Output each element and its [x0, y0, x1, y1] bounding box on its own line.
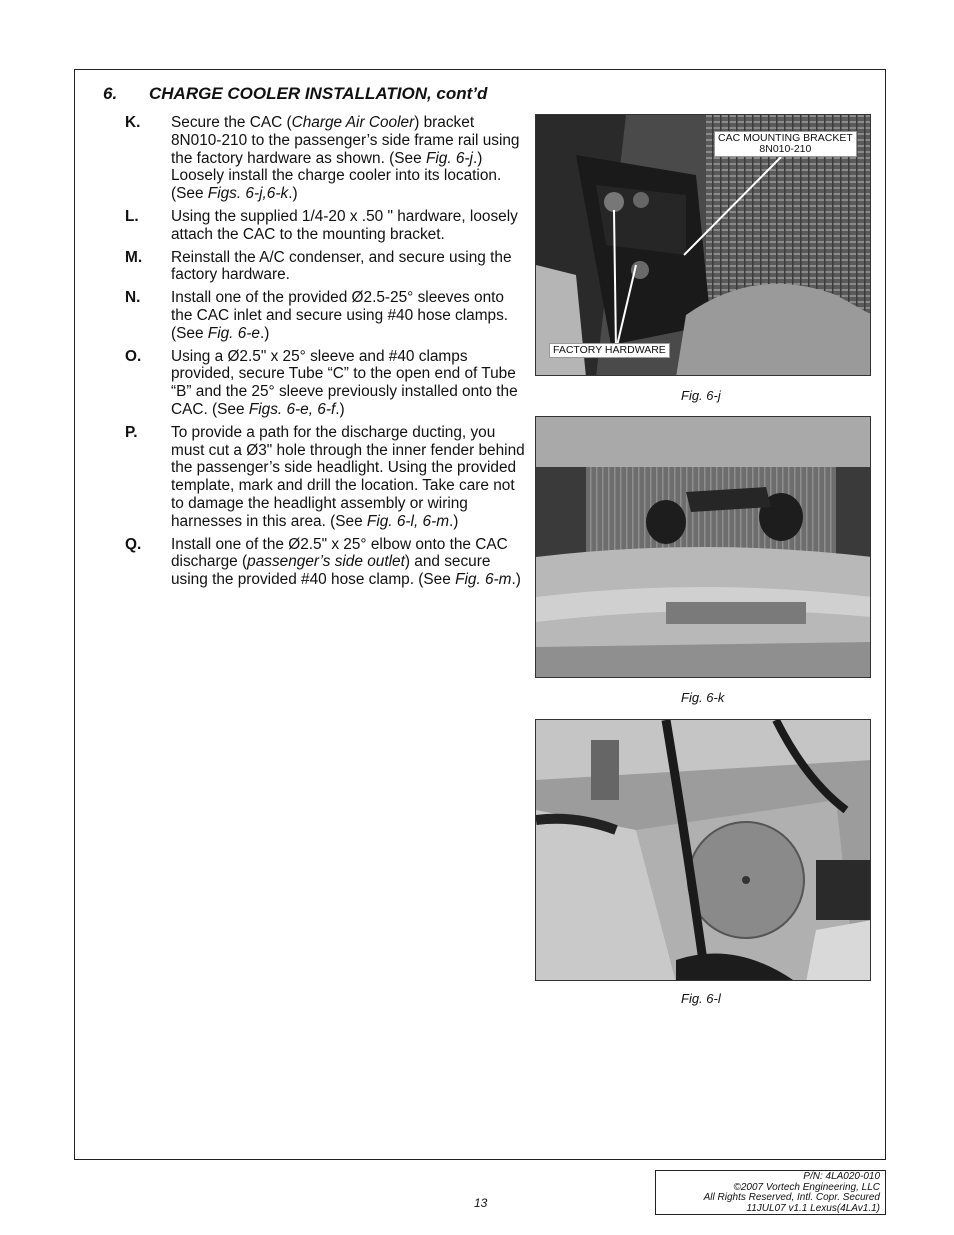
callout-hardware: FACTORY HARDWARE — [549, 343, 670, 358]
step-text: Install one of the provided Ø2.5-25° sleeves onto the CAC inlet and secure using #40 hose clamps. (See Fig. 6-e.) — [171, 289, 509, 342]
step-letter: K. — [125, 114, 141, 131]
step-letter: O. — [125, 347, 142, 365]
figure-caption: Fig. 6-l — [681, 991, 721, 1006]
step-o — [125, 348, 525, 419]
step-text: Secure the CAC (Charge Air Cooler) bracket 8N010-210 to the passenger’s side frame rail using the factory hardware as shown. (See Fig. 6-j.) Loosely install the charge cooler into its location. (See Figs. 6-j,6-k.) — [171, 114, 520, 203]
step-letter: M. — [125, 248, 143, 266]
step-p — [125, 424, 525, 531]
step-text: Reinstall the A/C condenser, and secure using the factory hardware. — [171, 248, 512, 284]
step-text: To provide a path for the discharge ducting, you must cut a Ø3" hole through the inner fender behind the passenger’s side headlight. Using the provided template, mark and drill the location. Take care not to damage the headlight assembly or wiring harnesses in this area. (See Fig. 6-l, 6-m.) — [171, 423, 525, 530]
page-number: 13 — [474, 1196, 488, 1210]
figure-caption: Fig. 6-j — [681, 388, 721, 403]
revision: 11JUL07 v1.1 Lexus(4LAv1.1) — [746, 1202, 880, 1214]
section-number: 6. — [103, 84, 118, 103]
step-text: Using a Ø2.5" x 25° sleeve and #40 clamps provided, secure Tube “C” to the open end of Tube “B” and the 25° sleeve previously installed onto the CAC. (See Figs. 6-e, 6-f.) — [171, 347, 518, 418]
callout-bracket: CAC MOUNTING BRACKET 8N010-210 — [714, 131, 857, 157]
section-heading — [103, 84, 487, 104]
step-text: Using the supplied 1/4-20 x .50 " hardware, loosely attach the CAC to the mounting bracket. — [171, 207, 518, 243]
instruction-steps — [125, 114, 525, 594]
step-text: Install one of the Ø2.5" x 25° elbow onto the CAC discharge (passenger’s side outlet) and secure using the provided #40 hose clamp. (See Fig. 6-m.) — [171, 535, 521, 589]
step-letter: L. — [125, 207, 139, 225]
section-title: CHARGE COOLER INSTALLATION, cont’d — [149, 84, 488, 103]
copyright: ©2007 Vortech Engineering, LLC — [733, 1181, 880, 1193]
step-n — [125, 289, 525, 342]
step-k — [125, 114, 525, 203]
rights: All Rights Reserved, Intl. Copr. Secured — [703, 1192, 880, 1203]
step-letter: Q. — [125, 535, 142, 553]
step-letter: N. — [125, 289, 141, 307]
part-number: P/N: 4LA020-010 — [803, 1171, 880, 1182]
figure-6-k-photo — [535, 416, 871, 678]
figure-caption: Fig. 6-k — [681, 690, 725, 705]
figure-6-l-photo — [535, 719, 871, 981]
step-m — [125, 249, 525, 285]
step-letter: P. — [125, 423, 138, 441]
footer-info-box — [655, 1170, 886, 1215]
step-l — [125, 208, 525, 244]
step-q — [125, 536, 525, 589]
